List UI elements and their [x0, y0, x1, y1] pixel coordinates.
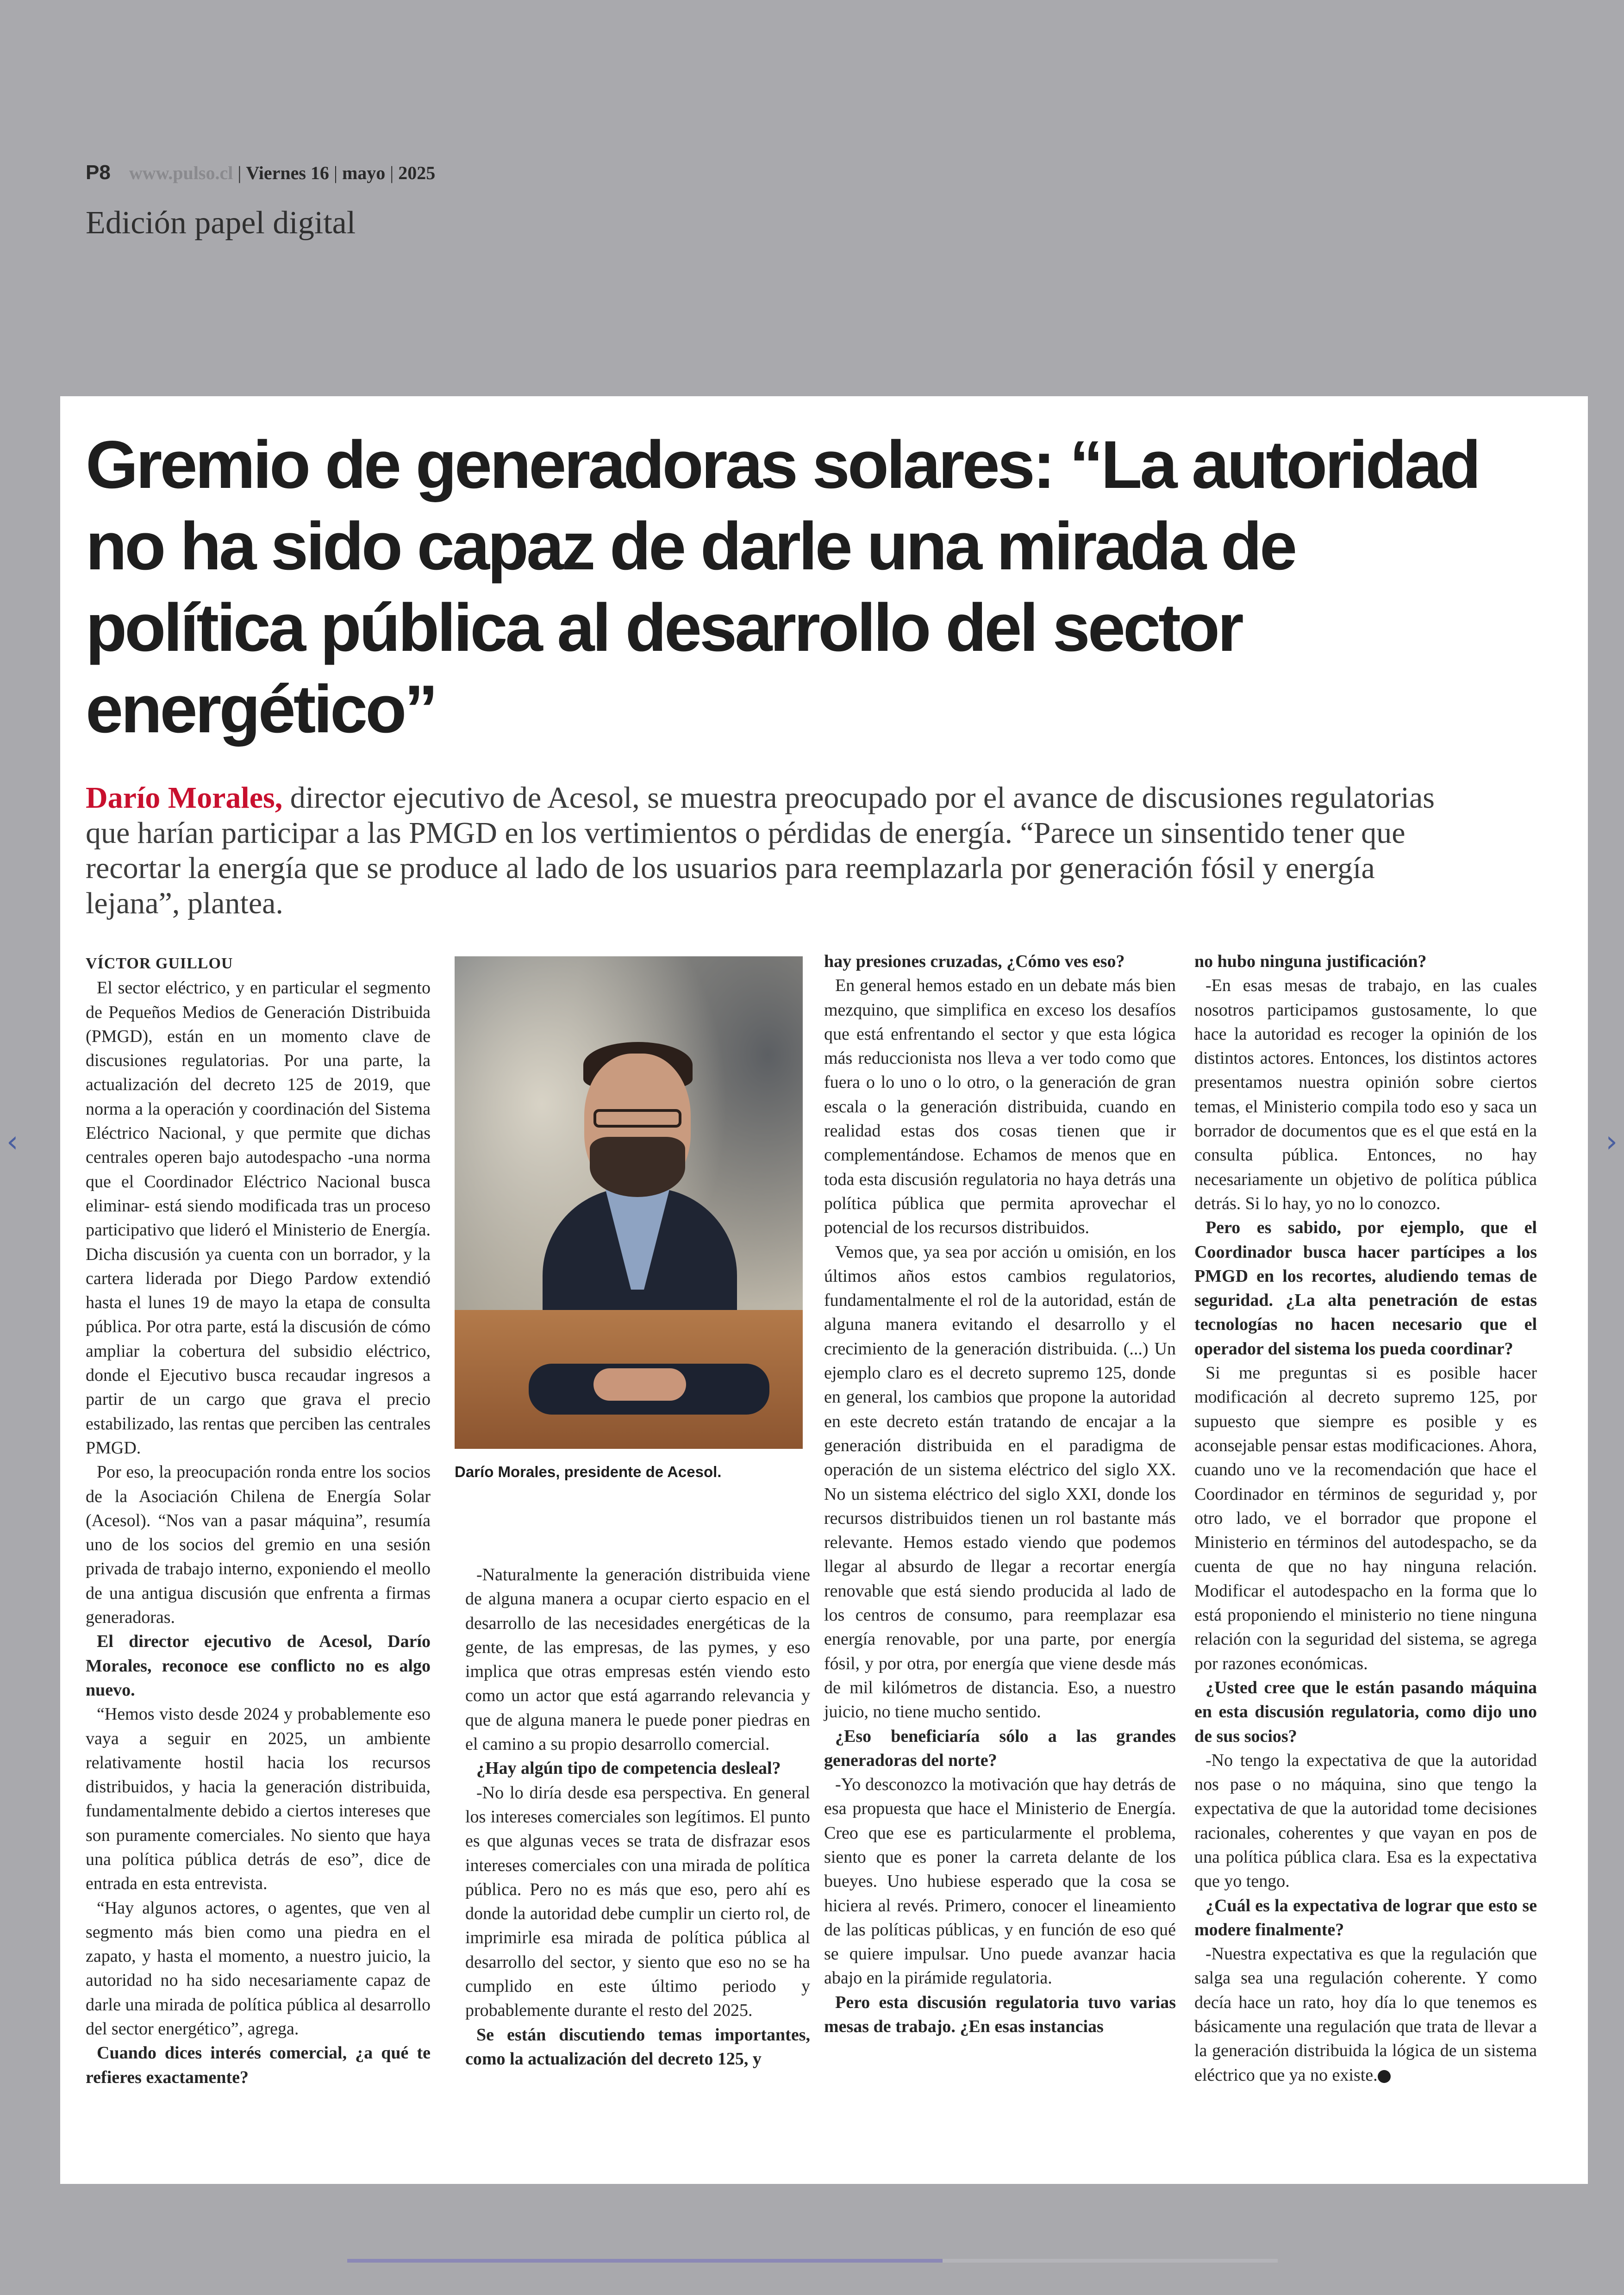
deck-name: Darío Morales,	[86, 781, 283, 815]
paragraph: -No lo diría desde esa perspectiva. En general los intereses comerciales son legítimos. El punto es que algunas veces se trata de disfrazar esos intereses comerciales con una mirada de política pública. Pero no es más que eso, pero ahí es donde la autoridad debe cumplir un cierto rol, de imprimirle esa mirada de política pública al desarrollo del sector, y siento que eso no se ha cumplido en este último periodo y probablemente durante el resto del 2025.	[465, 1783, 810, 2021]
question: Cuando dices interés comercial, ¿a qué te refieres exactamente?	[86, 2043, 431, 2087]
newspaper-page	[60, 396, 1588, 2184]
next-page-icon[interactable]: ›	[1605, 1125, 1618, 1159]
byline: VÍCTOR GUILLOU	[86, 955, 233, 972]
question: ¿Eso beneficiaría sólo a las grandes generadoras del norte?	[824, 1726, 1176, 1770]
question: hay presiones cruzadas, ¿Cómo ves eso?	[824, 952, 1125, 971]
paragraph: En general hemos estado en un debate más bien mezquino, que simplifica en exceso los desafíos que está enfrentando el sector y que esta lógica más reduccionista nos lleva a ver todo como que fuera o lo uno o lo otro, o la generación de gran escala o la generación distribuida, cuando en realidad estas dos cosas tienen que ir complementándose. Echamos de menos que en toda esta discusión regulatoria no haya detrás una política pública que permita aprovechar el potencial de los recursos distribuidos.	[824, 976, 1176, 1238]
date-year: 2025	[398, 162, 436, 183]
question: ¿Cuál es la expectativa de lograr que esto se modere finalmente?	[1194, 1896, 1537, 1940]
question: no hubo ninguna justificación?	[1194, 952, 1427, 971]
date-day: Viernes 16	[246, 162, 329, 183]
question: ¿Hay algún tipo de competencia desleal?	[476, 1759, 781, 1778]
question: Pero es sabido, por ejemplo, que el Coordinador busca hacer partícipes a los PMGD en los recortes, aludiendo temas de seguridad. ¿La alta penetración de estas tecnologías no hacen necesario que el operador del sistema los pueda coordinar?	[1194, 1218, 1537, 1359]
paragraph: Por eso, la preocupación ronda entre los socios de la Asociación Chilena de Energía Solar (Acesol). “Nos van a pasar máquina”, resumía uno de los socios del gremio en una sesión privada de trabajo interno, exponiendo el meollo de una antigua discusión que enfrenta a firmas generadoras.	[86, 1462, 431, 1628]
separator: |	[237, 162, 242, 183]
question: ¿Usted cree que le están pasando máquina en esta discusión regulatoria, como dijo uno de sus socios?	[1194, 1678, 1537, 1746]
page-header	[86, 161, 435, 184]
question: El director ejecutivo de Acesol, Darío Morales, reconoce ese conflicto no es algo nuevo.	[86, 1632, 431, 1700]
edition-label: Edición papel digital	[86, 205, 356, 241]
paragraph: -En esas mesas de trabajo, en las cuales nosotros participamos gustosamente, lo que hace la autoridad es recoger la opinión de los distintos actores. Entonces, los distintos actores presentamos nuestra opinión sobre ciertos temas, el Ministerio compila todo eso y saca un borrador de documentos que es el que está en la consulta pública. Entonces, no hay necesariamente un objetivo de política pública detrás. Si lo hay, yo no lo conozco.	[1194, 976, 1537, 1213]
article-column-4	[1194, 949, 1537, 2087]
reading-progress-bar[interactable]	[347, 2259, 1278, 2263]
separator: |	[333, 162, 337, 183]
paragraph	[1194, 1942, 1537, 2087]
page-number: P8	[86, 161, 111, 184]
article-column-1	[86, 952, 431, 2089]
paragraph: “Hemos visto desde 2024 y probablemente eso vaya a seguir en 2025, un ambiente relativamente hostil hacia los recursos distribuidos, y hacia la generación distribuida, fundamentalmente debido a ciertos intereses que son puramente comerciales. No siento que haya una política pública detrás de eso”, dice de entrada en esta entrevista.	[86, 1704, 431, 1894]
paragraph-text: -Nuestra expectativa es que la regulación que salga sea una regulación coherente. Y como decía hace un rato, hoy día lo que tenemos es básicamente una regulación que trata de llevar a la generación distribuida la lógica de un sistema eléctrico que ya no existe.	[1194, 1944, 1537, 2085]
paragraph: -Yo desconozco la motivación que hay detrás de esa propuesta que hace el Ministerio de Energía. Creo que ese es particularmente el problema, siento que es poner la carreta delante de los bueyes. Uno hubiese esperado que la cosa se hiciera al revés. Primero, conocer el lineamiento de las políticas públicas, y en función de eso qué se quiere impulsar. Uno puede avanzar hacia abajo en la pirámide regulatoria.	[824, 1775, 1176, 1988]
photo-caption: Darío Morales, presidente de Acesol.	[455, 1463, 722, 1480]
end-mark-icon	[1378, 2070, 1391, 2083]
paragraph: El sector eléctrico, y en particular el segmento de Pequeños Medios de Generación Distribuida (PMGD), están en un momento clave de discusiones regulatorias. Por una parte, la actualización del decreto 125 de 2019, que norma a la operación y coordinación del Sistema Eléctrico Nacional, y que permite que dichas centrales operen bajo autodespacho -una norma que el Coordinador Eléctrico Nacional busca eliminar- está siendo modificada tras un proceso participativo que lideró el Ministerio de Energía. Dicha discusión ya cuenta con un borrador, y la cartera liderada por Diego Pardow extendió hasta el lunes 19 de mayo la etapa de consulta pública. Por otra parte, está la discusión de cómo ampliar la cobertura del subsidio eléctrico, donde el Ejecutivo busca recaudar ingresos a partir de un cargo que grava el precio estabilizado, las rentas que perciben las centrales PMGD.	[86, 978, 431, 1458]
article-headline: Gremio de generadoras solares: “La autoridad no ha sido capaz de darle una mirada de política pública al desarrollo del sector energético”	[86, 427, 1479, 747]
paragraph: Si me preguntas si es posible hacer modificación al decreto supremo 125, por supuesto que siempre es posible y es aconsejable pensar estas modificaciones. Ahora, cuando uno ve la recomendación que hace el Coordinador en términos de seguridad y, por otro lado, ve el borrador que propone el Ministerio en términos del autodespacho, se da cuenta de que no hay ninguna relación. Modificar el autodespacho en la forma que lo está proponiendo el ministerio no tiene ninguna relación con la seguridad del sistema, se agrega por razones económicas.	[1194, 1363, 1537, 1673]
question: Pero esta discusión regulatoria tuvo varias mesas de trabajo. ¿En esas instancias	[824, 1992, 1176, 2037]
date-month: mayo	[342, 162, 386, 183]
article-deck	[86, 780, 1474, 921]
site-url[interactable]: www.pulso.cl	[129, 162, 233, 183]
article-column-3	[824, 949, 1176, 2039]
progress-fill	[347, 2259, 943, 2263]
separator: |	[390, 162, 394, 183]
portrait-photo	[455, 956, 803, 1449]
question: Se están discutiendo temas importantes, como la actualización del decreto 125, y	[465, 2025, 810, 2069]
deck-text: director ejecutivo de Acesol, se muestra preocupado por el avance de discusiones regulatorias que harían participar a las PMGD en los vertimientos o pérdidas de energía. “Parece un sinsentido tener que recortar la energía que se produce al lado de los usuarios para reemplazarla por generación fósil y energía lejana”, plantea.	[86, 781, 1435, 920]
paragraph: -No tengo la expectativa de que la autoridad nos pase o no máquina, sino que tengo la expectativa de que la autoridad tome decisiones racionales, coherentes y que vayan en pos de una política pública clara. Esa es la expectativa que yo tengo.	[1194, 1750, 1537, 1891]
paragraph: “Hay algunos actores, o agentes, que ven al segmento más bien como una piedra en el zapato, y hasta el momento, a nuestro juicio, la autoridad no ha sido necesariamente capaz de darle una mirada de política pública al desarrollo del sector energético”, agrega.	[86, 1898, 431, 2039]
article-column-2	[465, 1563, 810, 2071]
paragraph: -Naturalmente la generación distribuida viene de alguna manera a ocupar cierto espacio en el desarrollo de las necesidades energéticas de la gente, de las empresas, de las pymes, y eso implica que otras empresas estén viendo esto como un actor que está agarrando relevancia y que de alguna manera le puede poner piedras en el camino a su propio desarrollo comercial.	[465, 1565, 810, 1754]
paragraph: Vemos que, ya sea por acción u omisión, en los últimos años estos cambios regulatorios, fundamentalmente el rol de la autoridad, están de alguna manera evitando el desarrollo y el crecimiento de la generación distribuida. (...) Un ejemplo claro es el decreto supremo 125, donde en general, los cambios que propone la autoridad en este decreto están tratando de encajar a la generación distribuida en el paradigma de operación de un sistema eléctrico del siglo XX. No un sistema eléctrico del siglo XXI, donde los recursos distribuidos tienen un rol bastante más relevante. Hemos estado viendo que podemos llegar al absurdo de llegar a recortar energía renovable que está siendo producida al lado de los centros de consumo, para reemplazar esa energía renovable, por una parte, por energía fósil, y por otra, por energía que viene desde más de mil kilómetros de distancia. Eso, a nuestro juicio, no tiene mucho sentido.	[824, 1242, 1176, 1722]
prev-page-icon[interactable]: ‹	[6, 1125, 19, 1159]
